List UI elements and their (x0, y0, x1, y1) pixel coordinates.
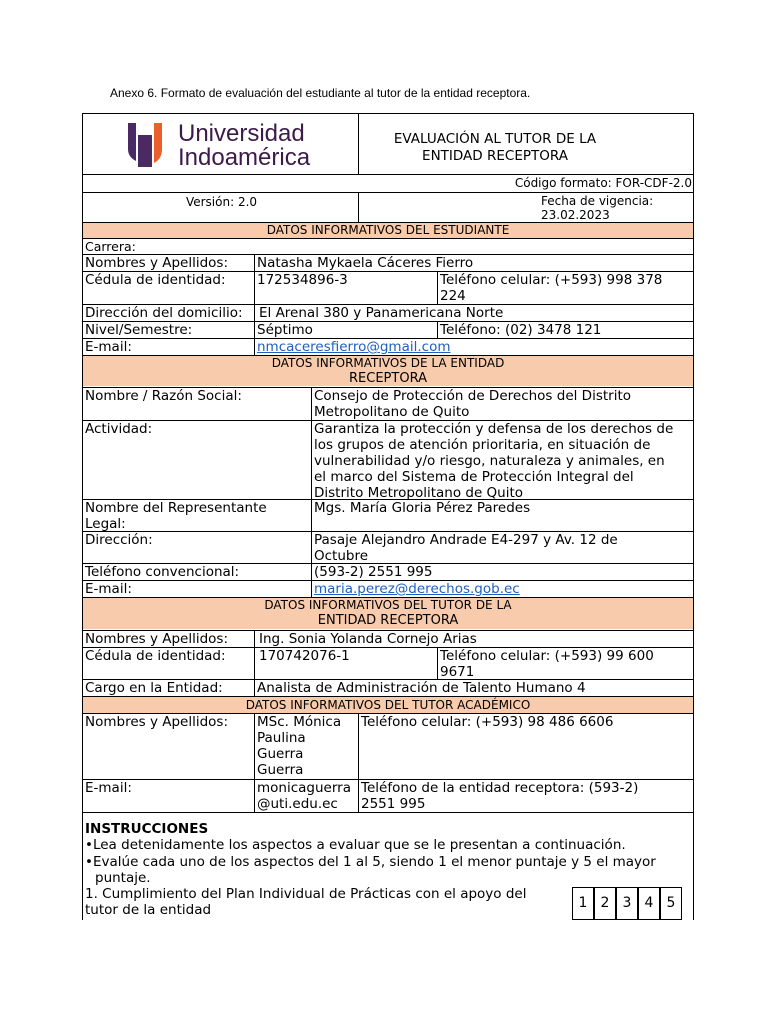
entity-name-label: Nombre / Razón Social: (85, 388, 242, 404)
logo-line-1: Universidad (178, 120, 305, 147)
version-label: Versión: 2.0 (185, 195, 258, 209)
score-option-4[interactable]: 4 (638, 887, 660, 920)
format-code: Código formato: FOR-CDF-2.0 (514, 176, 692, 190)
section-student: DATOS INFORMATIVOS DEL ESTUDIANTE (83, 223, 693, 238)
academic-tutor-email-label: E-mail: (85, 780, 132, 796)
entity-rep-value: Mgs. María Gloria Pérez Paredes (314, 500, 531, 516)
entity-tutor-name-label: Nombres y Apellidos: (85, 631, 229, 647)
entity-name-value: Consejo de Protección de Derechos del Distrito Metropolitano de Quito (314, 388, 631, 420)
instruction-bullet-2: •Evalúe cada uno de los aspectos del 1 al 5, siendo 1 el menor puntaje y 5 el mayor puntaje. (85, 854, 656, 886)
student-cell-phone: Teléfono celular: (+593) 998 378 224 (440, 272, 663, 304)
logo-mark-icon (126, 121, 164, 169)
entity-phone-label: Teléfono convencional: (85, 564, 240, 580)
entity-rep-label: Nombre del Representante Legal: (85, 500, 267, 532)
entity-activity-label: Actividad: (85, 421, 153, 437)
entity-email-label: E-mail: (85, 581, 132, 597)
student-id-value: 172534896-3 (257, 272, 348, 288)
instruction-bullet-1: •Lea detenidamente los aspectos a evaluar que se le presentan a continuación. (85, 837, 626, 853)
student-address-label: Dirección del domicilio: (85, 305, 243, 321)
score-option-1[interactable]: 1 (572, 887, 594, 920)
annex-title: Anexo 6. Formato de evaluación del estudiante al tutor de la entidad receptora. (110, 86, 531, 100)
entity-tutor-cell-phone: Teléfono celular: (+593) 99 600 9671 (440, 648, 654, 680)
score-option-5[interactable]: 5 (660, 887, 682, 920)
score-option-2[interactable]: 2 (594, 887, 616, 920)
student-level-label: Nivel/Semestre: (85, 322, 193, 338)
evaluation-item-1: 1. Cumplimiento del Plan Individual de Prácticas con el apoyo del tutor de la entidad (85, 886, 527, 918)
logo-line-2: Indoamérica (178, 144, 311, 171)
academic-tutor-entity-phone: Teléfono de la entidad receptora: (593-2) 2551 995 (361, 780, 639, 812)
entity-address-label: Dirección: (85, 532, 153, 548)
section-academic-tutor: DATOS INFORMATIVOS DEL TUTOR ACADÉMICO (83, 697, 693, 713)
student-email-label: E-mail: (85, 339, 132, 355)
entity-email-link[interactable]: maria.perez@derechos.gob.ec (314, 581, 520, 597)
entity-tutor-position-label: Cargo en la Entidad: (85, 680, 223, 696)
section-entity-tutor: DATOS INFORMATIVOS DEL TUTOR DE LA ENTIDAD RECEPTORA (83, 598, 693, 629)
academic-tutor-email-value: monicaguerra @uti.edu.ec (257, 780, 351, 812)
student-phone: Teléfono: (02) 3478 121 (440, 322, 602, 338)
academic-tutor-name-value: MSc. Mónica Paulina Guerra Guerra (257, 714, 342, 778)
entity-address-value: Pasaje Alejandro Andrade E4-297 y Av. 12 de Octubre (314, 532, 618, 564)
student-id-label: Cédula de identidad: (85, 272, 226, 288)
form-title: EVALUACIÓN AL TUTOR DE LA ENTIDAD RECEPTORA (393, 131, 597, 164)
career-label: Carrera: (85, 239, 136, 254)
validity-date: Fecha de vigencia: 23.02.2023 (541, 194, 654, 222)
student-email-link[interactable]: nmcaceresfierro@gmail.com (257, 339, 451, 355)
score-option-3[interactable]: 3 (616, 887, 638, 920)
academic-tutor-name-label: Nombres y Apellidos: (85, 714, 229, 730)
section-entity: DATOS INFORMATIVOS DE LA ENTIDAD RECEPTORA (83, 356, 693, 386)
entity-tutor-id-value: 170742076-1 (259, 648, 350, 664)
entity-tutor-id-label: Cédula de identidad: (85, 648, 226, 664)
student-level-value: Séptimo (257, 322, 313, 338)
student-name-value: Natasha Mykaela Cáceres Fierro (257, 255, 474, 271)
entity-tutor-name-value: Ing. Sonia Yolanda Cornejo Arias (259, 631, 477, 647)
instructions-title: INSTRUCCIONES (85, 821, 209, 837)
student-address-value: El Arenal 380 y Panamericana Norte (259, 305, 504, 321)
student-name-label: Nombres y Apellidos: (85, 255, 229, 271)
entity-tutor-position-value: Analista de Administración de Talento Humano 4 (257, 680, 586, 696)
entity-phone-value: (593-2) 2551 995 (314, 564, 433, 580)
entity-activity-value: Garantiza la protección y defensa de los derechos de los grupos de atención prioritaria, en situación de vulnerabilidad y/o riesgo, naturaleza y animales, en el marco del Sistema de Protección Integral del Distrito Metropolitano de Quito (314, 421, 674, 501)
academic-tutor-cell-phone: Teléfono celular: (+593) 98 486 6606 (361, 714, 614, 730)
